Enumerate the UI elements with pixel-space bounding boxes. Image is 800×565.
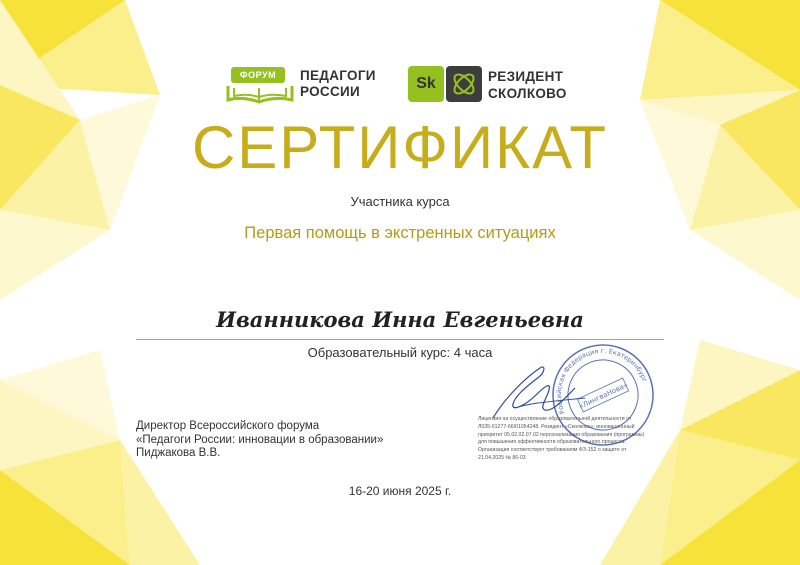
director-block bbox=[136, 420, 383, 461]
skolkovo-logo bbox=[408, 64, 598, 104]
seal-center-text: «ЛингваНова» bbox=[577, 381, 630, 411]
skolkovo-logo-text bbox=[488, 68, 567, 102]
participant-name: Иванникова Инна Евгеньевна bbox=[216, 307, 584, 332]
license-line: Л035-01277-66/01054248. Резидент «Сколково»: инновационный bbox=[478, 423, 635, 430]
license-line: Лицензия на осуществление образовательной деятельности от bbox=[478, 416, 632, 422]
forum-logo-text bbox=[300, 68, 376, 100]
director-title: Директор Всероссийского форума bbox=[136, 420, 320, 432]
atom-box bbox=[446, 66, 482, 102]
director-name: Пиджакова В.В. bbox=[136, 447, 221, 459]
atom-icon bbox=[450, 70, 478, 98]
course-hours: Образовательный курс: 4 часа bbox=[307, 345, 493, 360]
forum-logo-line2: РОССИИ bbox=[300, 84, 361, 99]
skolkovo-logo-line1: РЕЗИДЕНТ bbox=[488, 69, 564, 84]
license-line: Организация соответствует требованиям ФЗ-152 о защите от bbox=[478, 447, 627, 454]
forum-tag: ФОРУМ bbox=[231, 67, 285, 83]
license-line: приоритет 05.02.02.07.02 персонализация образования (программы) bbox=[478, 431, 645, 438]
skolkovo-logo-line2: СКОЛКОВО bbox=[488, 86, 567, 101]
seal-ring-text: Российская Федерация г. Екатеринбург bbox=[554, 346, 649, 416]
forum-logo bbox=[224, 62, 384, 106]
director-forum-name: «Педагоги России: инновации в образовании» bbox=[136, 433, 384, 446]
sk-box: Sk bbox=[408, 66, 444, 102]
course-name: Первая помощь в экстренных ситуациях bbox=[244, 224, 556, 242]
forum-logo-line1: ПЕДАГОГИ bbox=[300, 68, 376, 83]
license-line: для повышения эффективности образовательного процесса. bbox=[478, 439, 626, 446]
forum-logo-mark bbox=[224, 62, 296, 106]
certificate-title: СЕРТИФИКАТ bbox=[191, 114, 609, 181]
license-line: 21.04.2025 № 86-03 bbox=[478, 454, 526, 461]
license-text bbox=[478, 416, 668, 463]
certificate-subtitle: Участника курса bbox=[350, 194, 450, 209]
certificate-date: 16-20 июня 2025 г. bbox=[348, 484, 452, 498]
